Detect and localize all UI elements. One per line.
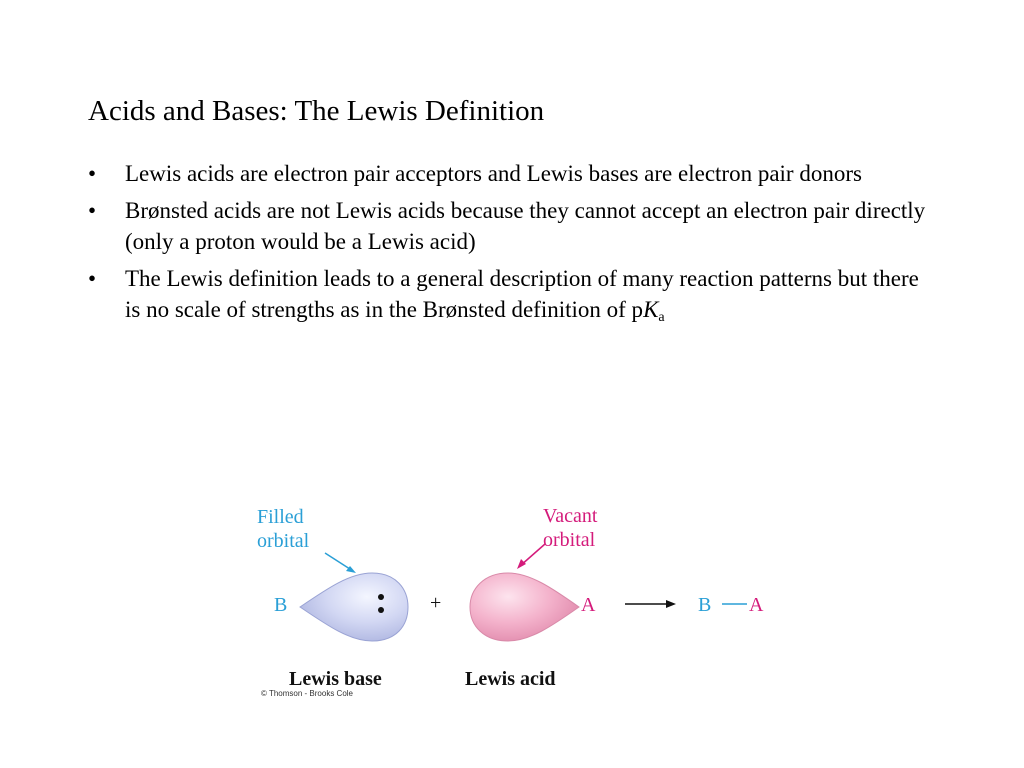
vacant-label-line-2: orbital (543, 529, 596, 551)
filled-orbital-pointer-icon (325, 553, 356, 573)
filled-label-line-1: Filled (257, 506, 304, 528)
filled-orbital-lobe-icon (300, 573, 408, 641)
lone-pair-dot-icon (378, 607, 384, 613)
vacant-label-line-1: Vacant (543, 505, 598, 527)
base-symbol: B (274, 594, 288, 616)
slide-title: Acids and Bases: The Lewis Definition (88, 95, 545, 127)
bullet-marker: • (88, 266, 97, 291)
bullet-item-1 (88, 158, 938, 189)
lewis-acid-caption: Lewis acid (465, 668, 556, 690)
bullet-marker: • (88, 198, 97, 223)
product-base-symbol: B (698, 594, 712, 616)
acid-symbol: A (581, 594, 596, 616)
plus-sign: + (430, 592, 442, 614)
bullet-text: Lewis acids are electron pair acceptors and Lewis bases are electron pair donors (125, 161, 862, 186)
vacant-orbital-lobe-icon (470, 573, 579, 641)
bullet-list (88, 158, 938, 339)
bullet-text: Brønsted acids are not Lewis acids because they cannot accept an electron pair directly (only a proton would be a Lewis acid) (125, 198, 926, 254)
image-credit: © Thomson - Brooks Cole (261, 689, 354, 698)
lewis-acid-base-figure (240, 496, 800, 706)
product-acid-symbol: A (749, 594, 764, 616)
filled-label-line-2: orbital (257, 530, 310, 552)
bullet-item-2 (88, 195, 938, 257)
bullet-item-3 (88, 263, 938, 333)
bullet-marker: • (88, 161, 97, 186)
pka-symbol: K (643, 297, 659, 322)
filled-orbital-label (257, 505, 309, 553)
lone-pair-dot-icon (378, 594, 384, 600)
pka-subscript: a (658, 310, 665, 325)
vacant-orbital-label (543, 504, 597, 552)
reaction-arrow-icon (625, 600, 676, 608)
bullet-text: The Lewis definition leads to a general description of many reaction patterns but there is no scale of strengths as in the Brønsted definition of p (125, 266, 919, 322)
vacant-orbital-pointer-icon (517, 544, 545, 569)
lewis-base-caption: Lewis base (289, 668, 382, 690)
